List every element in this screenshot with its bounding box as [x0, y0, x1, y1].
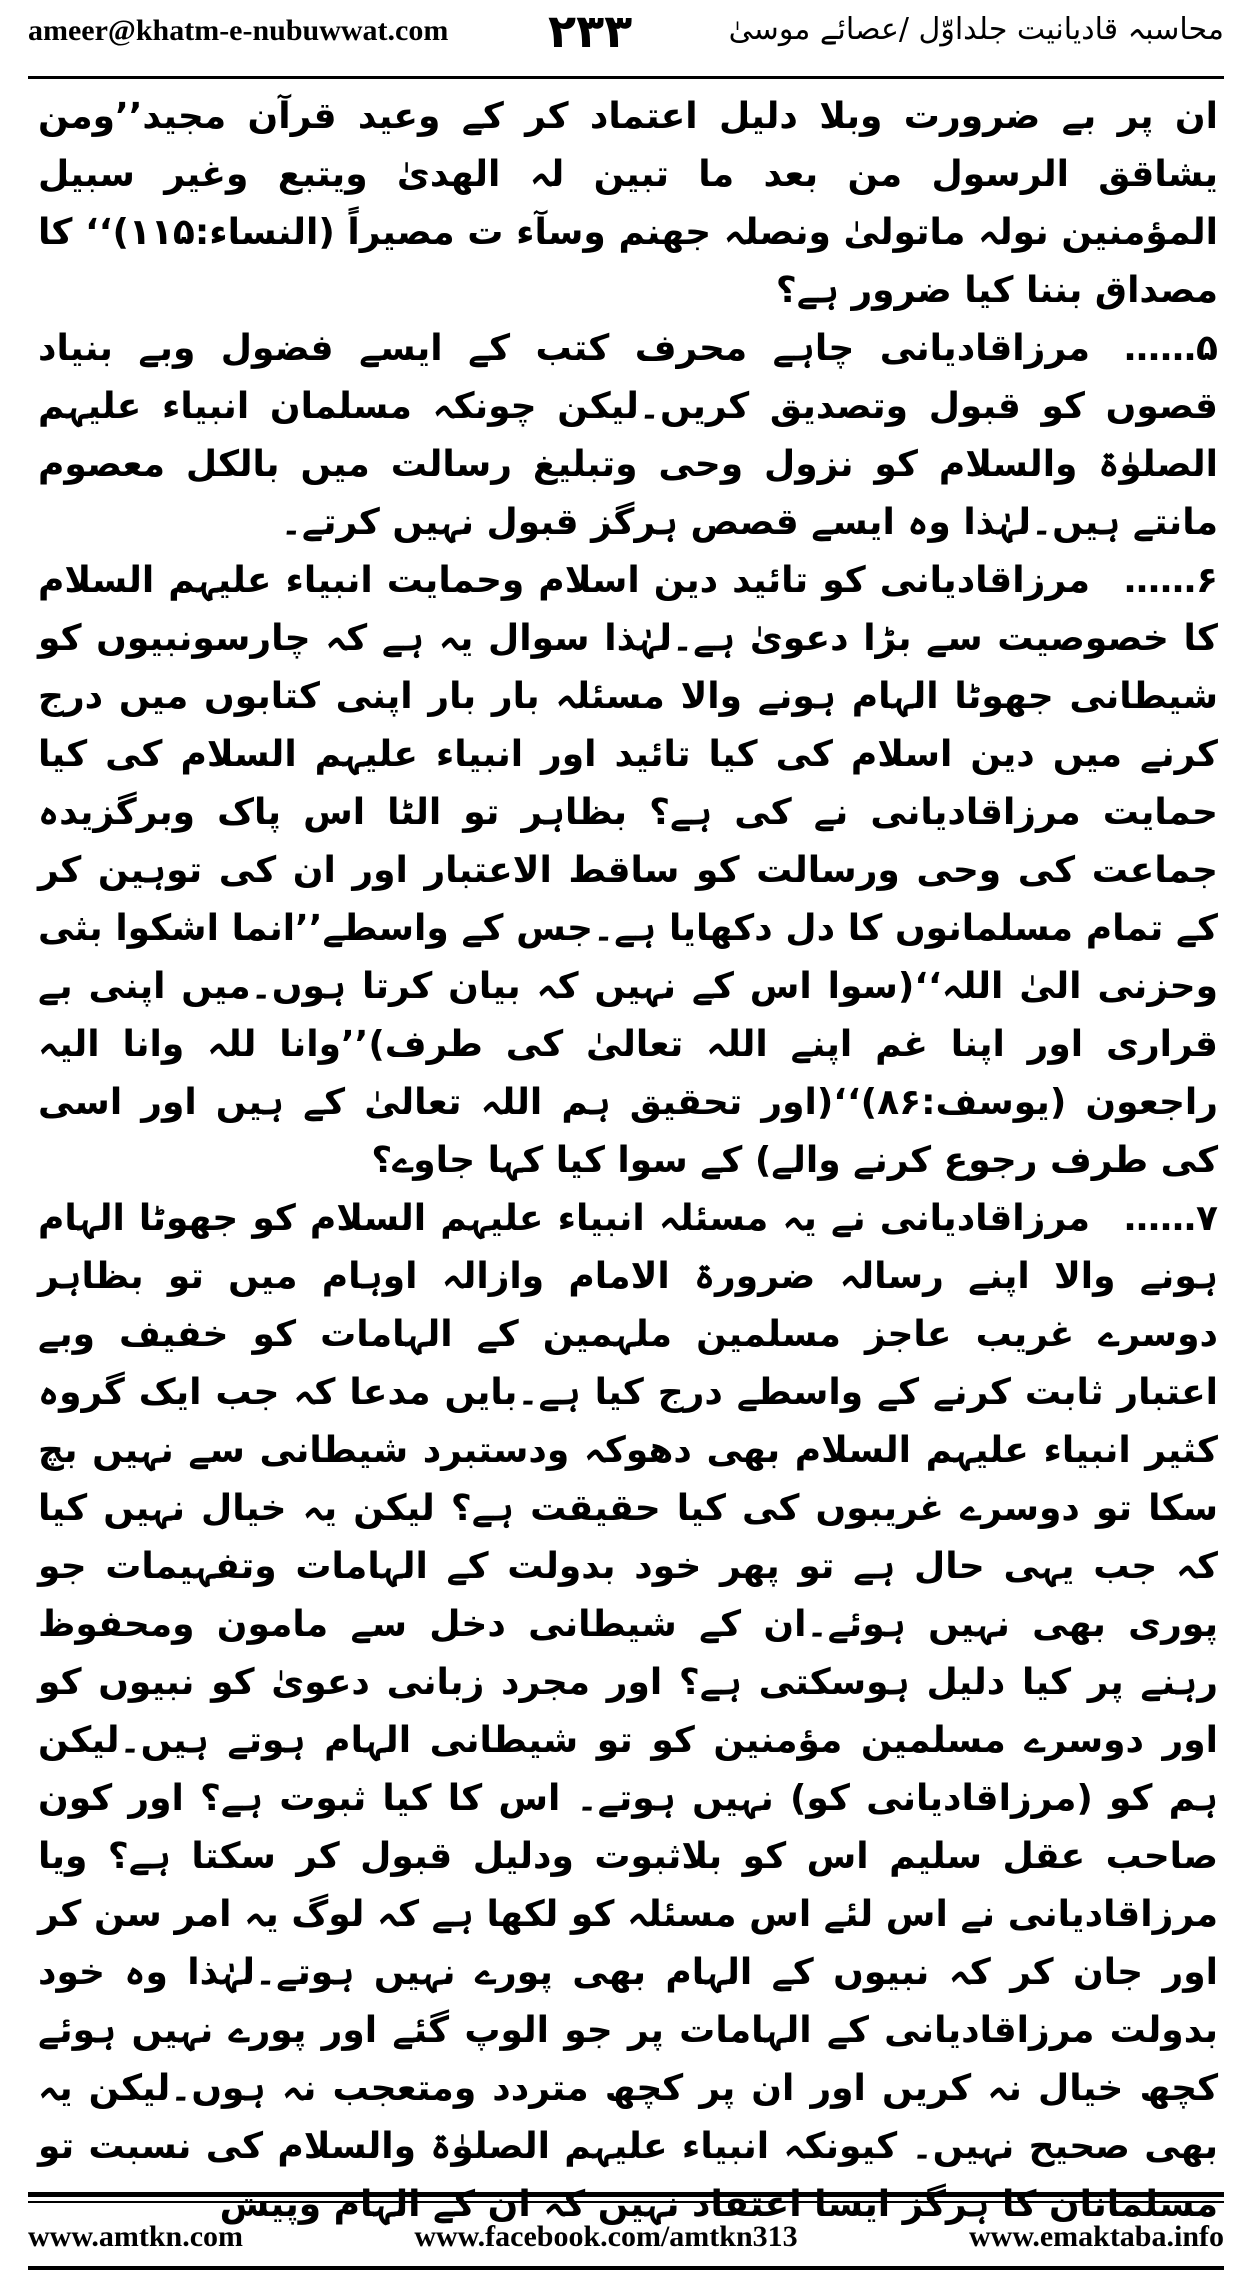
paragraph-7: [38, 1190, 1218, 2234]
paragraph-number: ۵……: [1124, 328, 1218, 369]
paragraph-continuation: [38, 88, 1218, 320]
footer-divider-bottom: [28, 2266, 1224, 2270]
paragraph-text: ان پر بے ضرورت وبلا دلیل اعتماد کر کے وعید قرآن مجید’’ومن یشاقق الرسول من بعد ما تبین لہ الھدیٰ ویتبع وغیر سبیل المؤمنین نولہ ماتولیٰ ونصلہ جھنم وسآء ت مصیراً (النساء:۱۱۵)‘‘ کا مصداق بننا کیا ضرور ہے؟: [38, 96, 1218, 311]
header-email[interactable]: ameer@khatm-e-nubuwwat.com: [28, 14, 449, 47]
page-header: [28, 0, 1224, 78]
footer-divider-thick: [28, 2192, 1224, 2197]
book-title: محاسبہ قادیانیت جلداوّل /عصائے موسیٰ: [728, 12, 1224, 47]
footer-link-amtkn[interactable]: www.amtkn.com: [28, 2220, 243, 2253]
footer-divider-thin: [28, 2201, 1224, 2203]
page-body: [38, 88, 1219, 2225]
page-number: ۲۳۳: [548, 4, 633, 58]
paragraph-text: مرزاقادیانی چاہے محرف کتب کے ایسے فضول وبے بنیاد قصوں کو قبول وتصدیق کریں۔لیکن چونکہ مسلمان انبیاء علیہم الصلوٰۃ والسلام کو نزول وحی وتبلیغ رسالت میں بالکل معصوم مانتے ہیں۔لہٰذا وہ ایسے قصص ہرگز قبول نہیں کرتے۔: [38, 328, 1218, 543]
footer-link-facebook[interactable]: www.facebook.com/amtkn313: [414, 2220, 798, 2253]
paragraph-text: مرزاقادیانی نے یہ مسئلہ انبیاء علیہم السلام کو جھوٹا الہام ہونے والا اپنے رسالہ ضرورۃ الامام وازالہ اوہام میں تو بظاہر دوسرے غریب عاجز مسلمین ملہمین کے الہامات کو خفیف وبے اعتبار ثابت کرنے کے واسطے درج کیا ہے۔بایں مدعا کہ جب ایک گروہ کثیر انبیاء علیہم السلام بھی دھوکہ ودستبرد شیطانی سے نہیں بچ سکا تو دوسرے غریبوں کی کیا حقیقت ہے؟ لیکن یہ خیال نہیں کیا کہ جب یہی حال ہے تو پھر خود بدولت کے الہامات وتفہیمات جو پوری بھی نہیں ہوئے۔ان کے شیطانی دخل سے مامون ومحفوظ رہنے پر کیا دلیل ہوسکتی ہے؟ اور مجرد زبانی دعویٰ کو نبیوں کو اور دوسرے مسلمین مؤمنین کو تو شیطانی الہام ہوتے ہیں۔لیکن ہم کو (مرزاقادیانی کو) نہیں ہوتے۔ اس کا کیا ثبوت ہے؟ اور کون صاحب عقل سلیم اس کو بلاثبوت ودلیل قبول کر سکتا ہے؟ ویا مرزاقادیانی نے اس لئے اس مسئلہ کو لکھا ہے کہ لوگ یہ امر سن کر اور جان کر کہ نبیوں کے الہام بھی پورے نہیں ہوتے۔لہٰذا وہ خود بدولت مرزاقادیانی کے الہامات پر جو الوپ گئے اور پورے نہیں ہوئے کچھ خیال نہ کریں اور ان پر کچھ متردد ومتعجب نہ ہوں۔لیکن یہ بھی صحیح نہیں۔ کیونکہ انبیاء علیہم الصلوٰۃ والسلام کی نسبت تو مسلمانان کا ہرگز ایسا اعتقاد نہیں کہ ان کے الہام وپیش: [38, 1198, 1218, 2225]
paragraph-number: ۷……: [1124, 1198, 1218, 1239]
paragraph-6: [38, 552, 1218, 1190]
page-footer: [28, 2212, 1224, 2262]
paragraph-text: مرزاقادیانی کو تائید دین اسلام وحمایت انبیاء علیہم السلام کا خصوصیت سے بڑا دعویٰ ہے۔لہٰذا سوال یہ ہے کہ چارسونبیوں کو شیطانی جھوٹا الہام ہونے والا مسئلہ بار بار اپنی کتابوں میں درج کرنے میں دین اسلام کی کیا تائید اور انبیاء علیہم السلام کی کیا حمایت مرزاقادیانی نے کی ہے؟ بظاہر تو الٹا اس پاک وبرگزیدہ جماعت کی وحی ورسالت کو ساقط الاعتبار اور ان کی توہین کر کے تمام مسلمانوں کا دل دکھایا ہے۔جس کے واسطے’’انما اشکوا بثی وحزنی الیٰ اللہ‘‘(سوا اس کے نہیں کہ بیان کرتا ہوں۔میں اپنی بے قراری اور اپنا غم اپنے اللہ تعالیٰ کی طرف)’’وانا للہ وانا الیہ راجعون (یوسف:۸۶)‘‘(اور تحقیق ہم اللہ تعالیٰ کے ہیں اور اسی کی طرف رجوع کرنے والے) کے سوا کیا کہا جاوے؟: [38, 560, 1219, 1181]
paragraph-5: [38, 320, 1218, 552]
header-divider: [28, 76, 1224, 79]
paragraph-number: ۶……: [1124, 560, 1218, 601]
footer-link-emaktaba[interactable]: www.emaktaba.info: [968, 2220, 1224, 2253]
